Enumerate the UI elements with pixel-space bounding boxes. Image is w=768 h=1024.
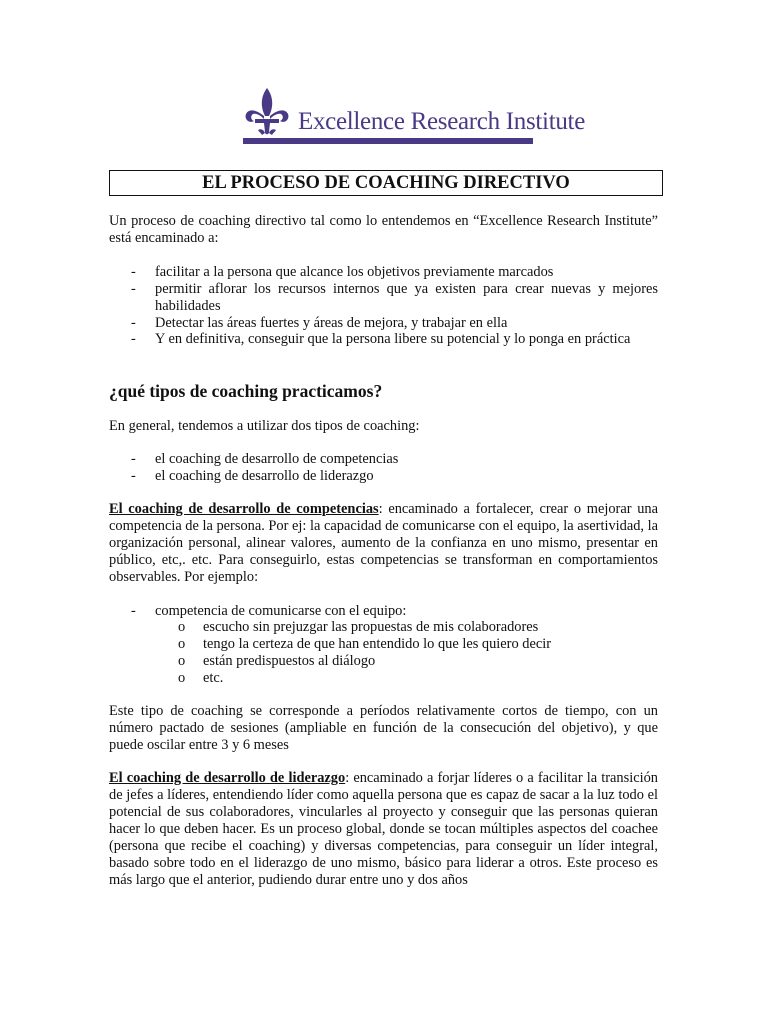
fleur-de-lis-icon (243, 86, 291, 138)
sub-bullet: o (178, 619, 186, 635)
list-item-text: facilitar a la persona que alcance los objetivos previamente marcados (155, 264, 554, 280)
sub-bullet: o (178, 653, 186, 669)
sub-list-item-text: están predispuestos al diálogo (203, 653, 376, 669)
list-item-text: Y en definitiva, conseguir que la persona libere su potencial y lo ponga en práctica (155, 331, 631, 347)
bullet-dash: - (131, 451, 136, 467)
bullet-dash: - (131, 264, 136, 280)
liderazgo-text: : encaminado a forjar líderes o a facilitar la transición de jefes a líderes, entendiendo líder como aquella persona que es capaz de sacar a la luz todo el potencial de sus colaboradores, vincularles al proyecto y conseguir que las personas quieran hacer lo que deben hacer. Es un proceso global, donde se tocan múltiples aspectos del coachee (persona que recibe el coaching) y diversas competencias, para conseguir un líder integral, basado sobre todo en el liderazgo de uno mismo, básico para liderar a otros. Este proceso es más largo que el anterior, pudiendo durar entre uno y dos años (109, 770, 658, 888)
bullet-dash: - (131, 468, 136, 484)
list-item-text: competencia de comunicarse con el equipo: (155, 603, 407, 619)
periodos-paragraph: Este tipo de coaching se corresponde a períodos relativamente cortos de tiempo, con un número pactado de sesiones (ampliable en función de la consecución del objetivo), y que puede oscilar entre 3 y 6 meses (109, 703, 658, 753)
list-item-text: permitir aflorar los recursos internos que ya existen para crear nuevas y mejores habilidades (155, 281, 658, 314)
competencias-term: El coaching de desarrollo de competencias (109, 501, 379, 517)
bullet-dash: - (131, 281, 136, 297)
list-item-text: el coaching de desarrollo de liderazgo (155, 468, 374, 484)
general-paragraph: En general, tendemos a utilizar dos tipos de coaching: (109, 418, 420, 434)
intro-paragraph: Un proceso de coaching directivo tal como lo entendemos en “Excellence Research Institute” está encaminado a: (109, 213, 658, 246)
list-item-text: el coaching de desarrollo de competencias (155, 451, 399, 467)
logo-underline-bar (243, 138, 533, 144)
bullet-dash: - (131, 331, 136, 347)
sub-list-item-text: tengo la certeza de que han entendido lo que les quiero decir (203, 636, 552, 652)
bullet-dash: - (131, 603, 136, 619)
sub-bullet: o (178, 636, 186, 652)
section-heading: ¿qué tipos de coaching practicamos? (109, 381, 383, 401)
liderazgo-term: El coaching de desarrollo de liderazgo (109, 770, 346, 786)
competencias-text: : encaminado a fortalecer, crear o mejorar una competencia de la persona. Por ej: la capacidad de comunicarse con el equipo, la asertividad, la organización personal, alinear valores, aumento de la confianza en uno mismo, presentar en público, etc,. etc. Para conseguirlo, estas competencias se transforman en comportamientos observables. Por ejemplo: (109, 501, 659, 585)
institute-logo (243, 86, 585, 148)
sub-list-item-text: etc. (203, 670, 224, 686)
liderazgo-paragraph (109, 770, 658, 889)
competencias-paragraph (109, 501, 658, 586)
bullet-dash: - (131, 315, 136, 331)
sub-list-item-text: escucho sin prejuzgar las propuestas de mis colaboradores (203, 619, 539, 635)
sub-bullet: o (178, 670, 186, 686)
list-item-text: Detectar las áreas fuertes y áreas de mejora, y trabajar en ella (155, 315, 508, 331)
document-title: EL PROCESO DE COACHING DIRECTIVO (109, 170, 663, 196)
logo-wordmark: Excellence Research Institute (298, 108, 585, 135)
